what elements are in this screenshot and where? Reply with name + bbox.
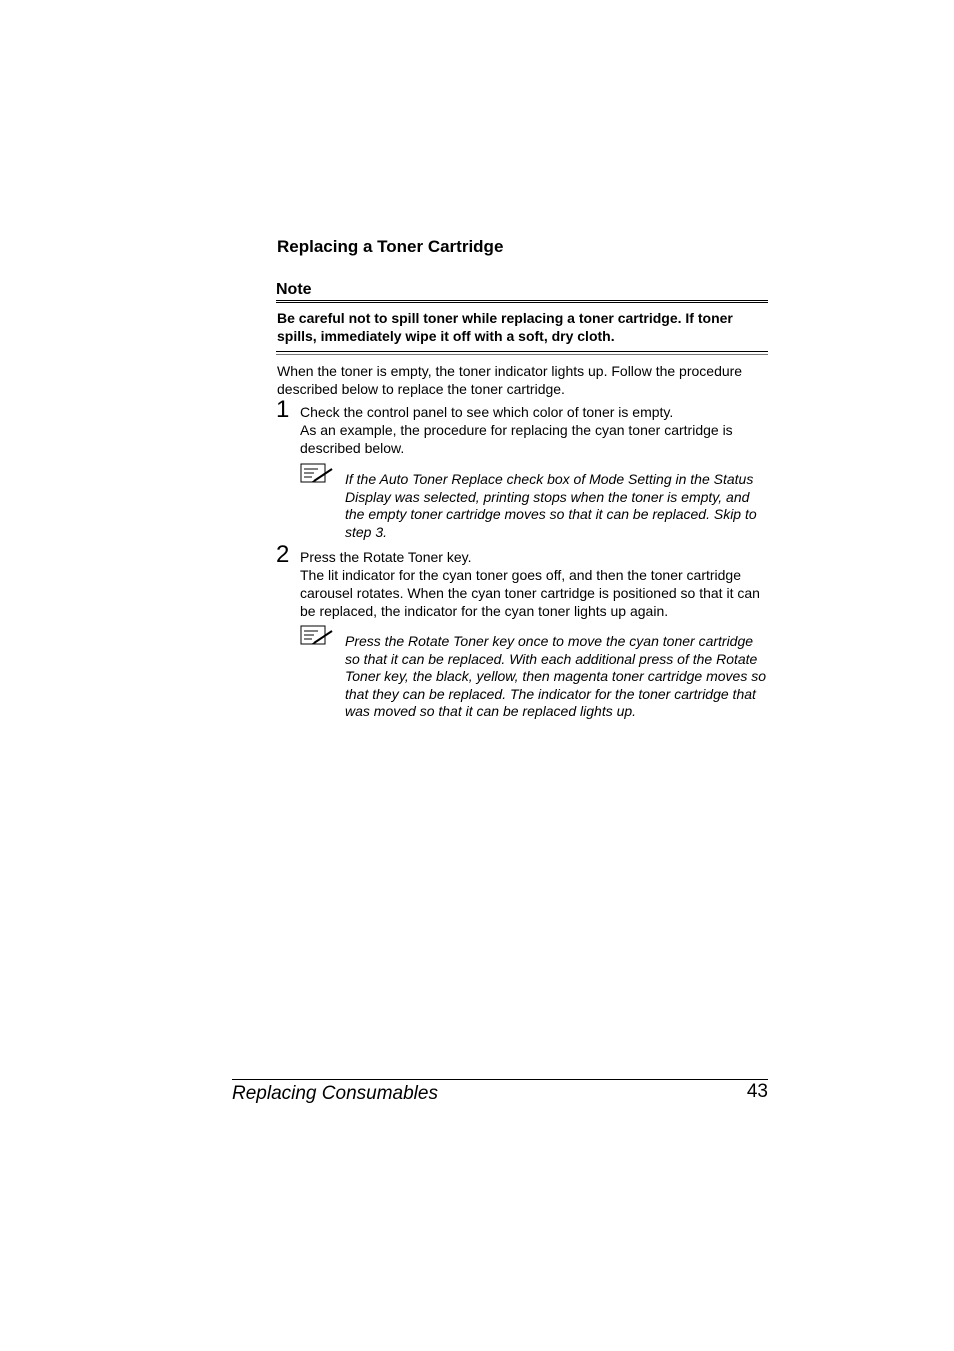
note-top-rule <box>276 300 768 303</box>
step-text: Press the Rotate Toner key. The lit indicator for the cyan toner goes off, and then the toner cartridge carousel rotates. When the cyan toner cartridge is positioned so that it can be replaced, the indicator for the cyan toner lights up again. <box>300 549 760 619</box>
footer-title: Replacing Consumables <box>232 1083 438 1104</box>
page-number: 43 <box>746 1081 768 1102</box>
intro-paragraph: When the toner is empty, the toner indicator lights up. Follow the procedure described below to replace the toner cartridge. <box>277 363 743 397</box>
footer-rule <box>232 1079 768 1080</box>
step-number: 2 <box>276 541 290 568</box>
step-text: Check the control panel to see which color of toner is empty. As an example, the procedure for replacing the cyan toner cartridge is described below. <box>300 404 733 456</box>
step-1 <box>276 398 768 457</box>
step-number: 1 <box>276 396 290 423</box>
note-box <box>276 280 768 355</box>
memo-2 <box>300 625 768 721</box>
memo-pen-icon <box>300 463 334 485</box>
note-bottom-rule <box>276 351 768 355</box>
section-title: Replacing a Toner Cartridge <box>277 237 504 256</box>
note-heading: Note <box>276 281 312 298</box>
memo-text: If the Auto Toner Replace check box of Mode Setting in the Status Display was selected, printing stops when the toner is empty, and the empty toner cartridge moves so that it can be replaced. Skip to step 3. <box>345 471 757 540</box>
memo-text: Press the Rotate Toner key once to move the cyan toner cartridge so that it can be replaced. With each additional press of the Rotate Toner key, the black, yellow, then magenta toner cartridge moves so that they can be replaced. The indicator for the toner cartridge that was moved so that it can be replaced lights up. <box>345 633 767 720</box>
memo-1 <box>300 463 768 541</box>
step-2 <box>276 543 768 620</box>
memo-pen-icon <box>300 625 334 647</box>
note-text: Be careful not to spill toner while replacing a toner cartridge. If toner spills, immediately wipe it off with a soft, dry cloth. <box>277 310 733 344</box>
